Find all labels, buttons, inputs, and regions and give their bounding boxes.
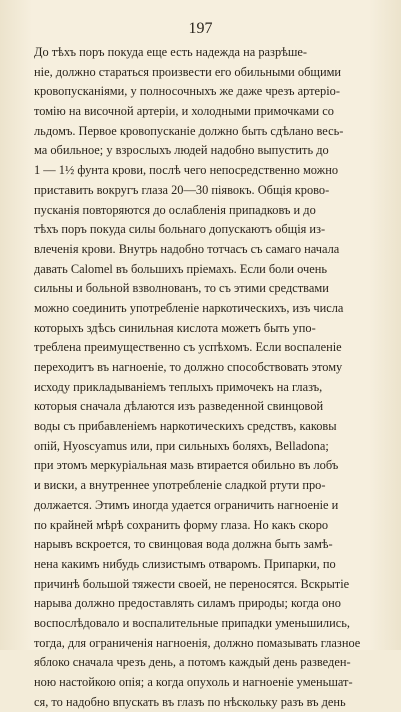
text-line: томію на височной артеріи, и холодными примочками со [34, 104, 334, 119]
text-line: До тѣхъ поръ покуда еще есть надежда на разрѣше- [34, 45, 308, 59]
text-line: причинѣ большой тяжести своей, не переносятся. Вскрытіе [34, 576, 350, 591]
text-line: 1 — 1½ фунта крови, послѣ чего непосредственно можно [34, 163, 339, 178]
text-line: влеченія крови. Внутрь надобно тотчасъ съ самаго начала [34, 241, 340, 256]
text-line: переходитъ въ нагноеніе, то должно способствовать этому [34, 360, 343, 374]
text-line: нарывъ вскроется, то свинцовая вода должна быть замѣ- [34, 537, 333, 552]
text-line: ною настойкою опія; а когда опухоль и нагноеніе уменьшат- [34, 675, 353, 689]
text-line: при этомъ меркуріальная мазь втирается обильно въ лобъ [34, 458, 339, 473]
text-line: ніе, должно стараться произвести его обильными общими [34, 64, 342, 79]
text-line: воды съ прибавленіемъ наркотическихъ средствъ, каковы [34, 419, 337, 434]
text-line: давать Calomel въ большихъ пріемахъ. Если боли очень [34, 261, 327, 276]
text-line: яблоко сначала чрезъ день, а потомъ каждый день разведен- [34, 655, 351, 670]
text-line: которыя сначала дѣлаются изъ разведенной свинцовой [34, 399, 324, 414]
text-line: тѣхъ поръ покуда силы больнаго допускаютъ общія из- [34, 222, 326, 237]
text-line: пусканія повторяются до ослабленія припадковъ и до [34, 202, 316, 217]
text-line: по крайней мѣрѣ сохранить форму глаза. Но какъ скоро [34, 517, 329, 532]
text-line: приставить вокругъ глаза 20—30 піявокъ. Общія крово- [34, 182, 330, 197]
page-number: 197 [188, 20, 213, 37]
text-line: должается. Этимъ иногда удается ограничить нагноеніе и [34, 497, 339, 512]
text-line: которыхъ здѣсь синильная кислота можетъ быть упо- [34, 320, 316, 335]
text-line: ма обильное; у взрослыхъ людей надобно выпустить до [34, 143, 329, 158]
text-line: треблена преимущественно съ успѣхомъ. Если воспаленіе [34, 340, 342, 355]
text-line: тогда, для ограниченія нагноенія, должно помазывать глазное [34, 635, 361, 650]
text-line: сильны и больной взволнованъ, то съ этими средствами [34, 281, 329, 296]
text-line: льдомъ. Первое кровопусканіе должно быть сдѣлано весь- [34, 123, 344, 138]
text-line: нарыва должно предоставлять силамъ природы; когда оно [34, 596, 341, 611]
text-line: и виски, а внутреннее употребленіе сладкой ртути про- [34, 478, 326, 493]
text-line: исходу прикладываніемъ теплыхъ примочекъ на глазъ, [34, 379, 323, 394]
body-text [34, 43, 374, 712]
text-line: можно соединить употребленіе наркотическихъ, изъ числа [34, 300, 344, 315]
text-line: опій, Hyoscyamus или, при сильныхъ боляхъ, Belladona; [34, 438, 329, 453]
text-line: кровопусканіями, у полносочныхъ же даже чрезъ артеріо- [34, 84, 340, 99]
text-line: нена какимъ нибудь слизистымъ отваромъ. Припарки, по [34, 556, 336, 571]
text-line: ся, то надобно впускать въ глазъ по нѣскольку разъ въ день [34, 694, 346, 709]
text-line: воспослѣдовало и воспалительные припадки уменьшились, [34, 615, 350, 630]
